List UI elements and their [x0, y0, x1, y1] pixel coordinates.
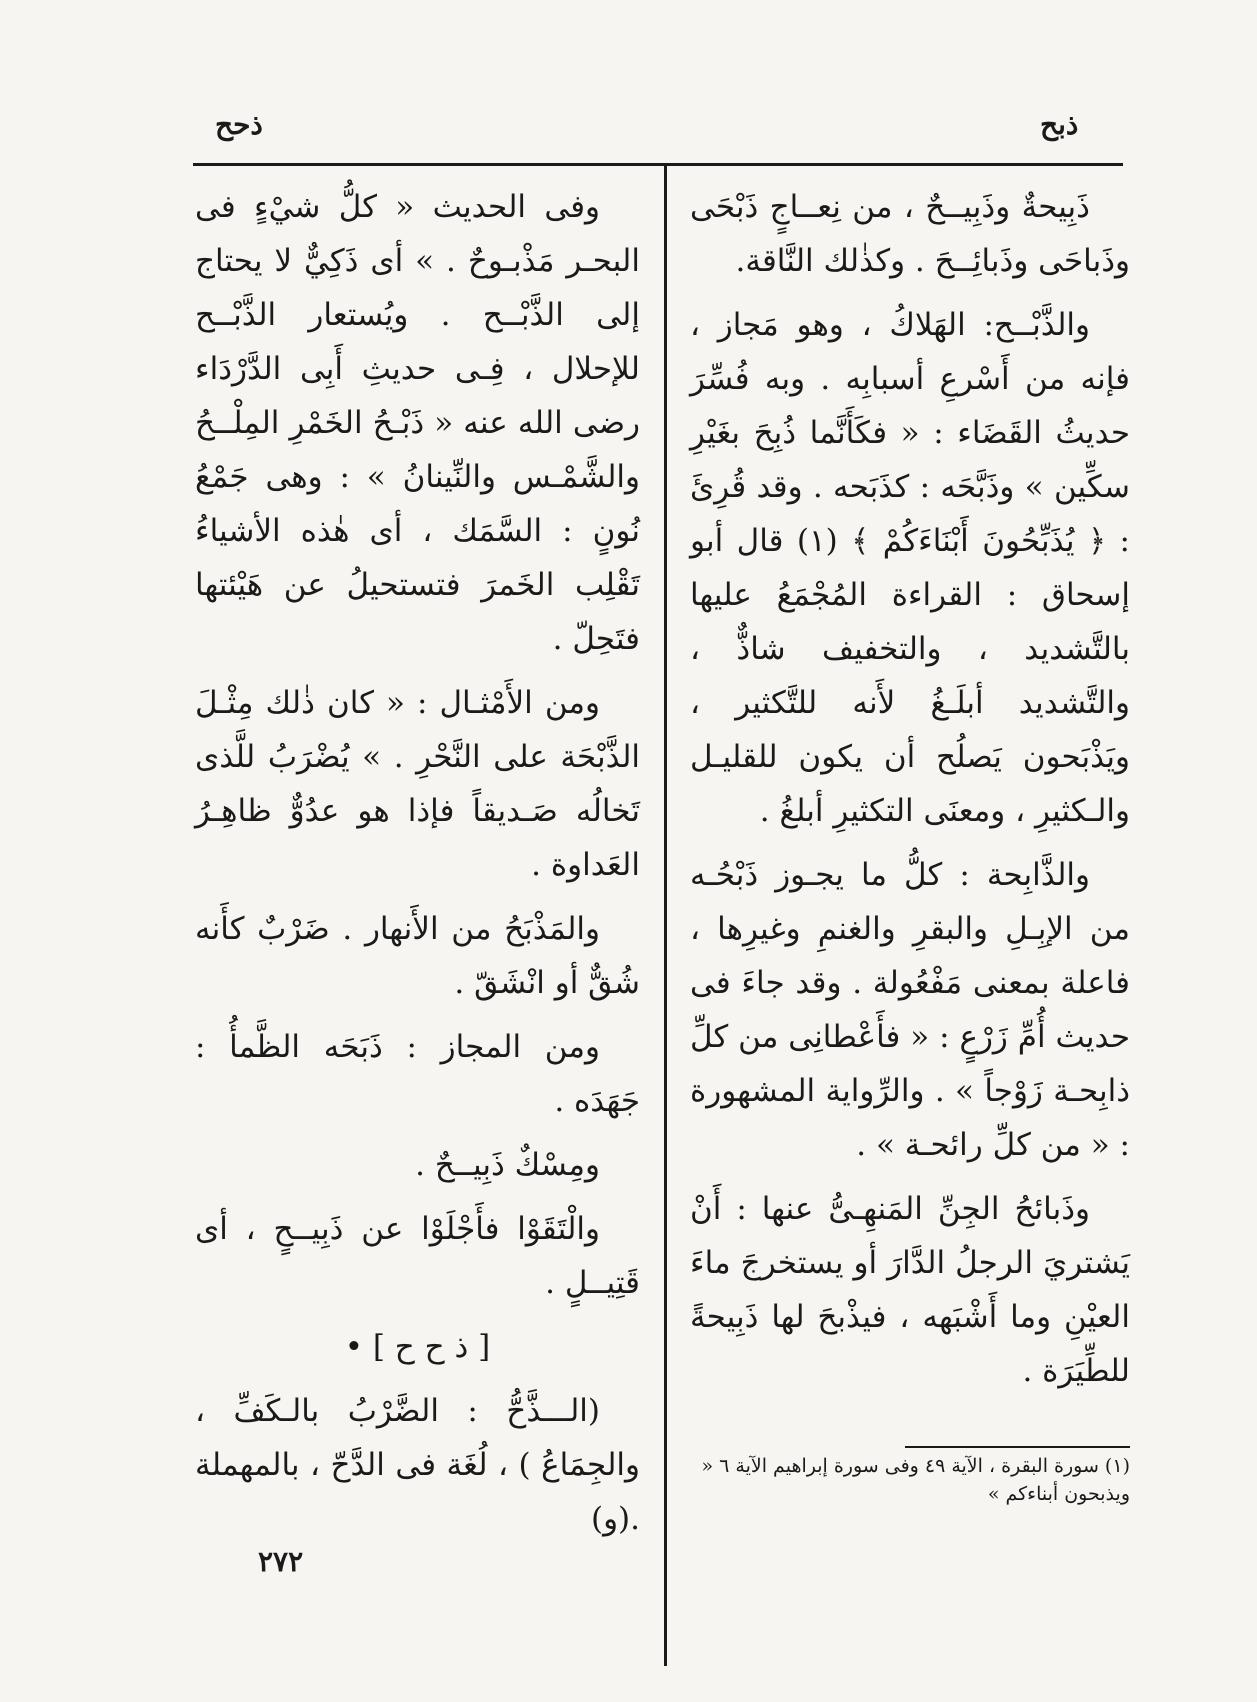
left-paragraph-2: ومن الأَمْثـال : « كان ذٰلك مِثْـلَ الذَّبْحَة على النَّحْرِ . » يُضْرَبُ للَّذى تَخالُه صَـديقاً فإذا هو عدُوٌّ ظاهِـرُ العَداوة .: [195, 685, 640, 883]
footnote: (١) سورة البقرة ، الآية ٤٩ وفى سورة إبراهيم الآية ٦ « ويذبحون أبناءكم »: [701, 1455, 1130, 1505]
top-rule: [193, 163, 1123, 166]
page-number: ٢٧٢: [258, 1545, 304, 1578]
column-divider: [664, 166, 667, 1666]
left-paragraph-6: والْتَقَوْا فأَجْلَوْا عن ذَبِيــحٍ ، أى قَتِيــلٍ .: [195, 1211, 640, 1301]
entry-text: (الـــذَّحُّ : الضَّرْبُ بالـكَفِّ ، والجِمَاعُ ) ، لُغَة فى الدَّحّ ، بالمهملة .(و): [195, 1393, 640, 1537]
left-paragraph-1: وفى الحديث « كلُّ شيْءٍ فى البحـر مَذْبـوحٌ . » أى ذَكِيٌّ لا يحتاج إلى الذَّبْــح . ويُستعار الذَّبْــح للإحلال ، فِـى حديثِ أَبِى الدَّرْدَاء رضى الله عنه « ذَبْـحُ الخَمْرِ المِلْــحُ والشَّمْـس والنِّينانُ » : وهى جَمْعُ نُونٍ : السَّمَك ، أى هٰذه الأشياءُ تَقْلِب الخَمرَ فتستحيلُ عن هَيْئتها فتَحِلّ .: [195, 189, 640, 657]
footnote-rule: [905, 1446, 1130, 1448]
left-column: [195, 180, 640, 1556]
right-paragraph-1: ذَبِيحةٌ وذَبِيــحٌ ، من نِعــاجٍ ذَبْحَى وذَباحَى وذَبائِــحَ . وكذٰلك النَّاقة.: [690, 189, 1130, 279]
right-column: [690, 180, 1130, 1408]
left-paragraph-5: ومِسْكٌ ذَبِيــحٌ .: [415, 1147, 600, 1183]
right-paragraph-4: وذَبائحُ الجِنِّ المَنهِـىُّ عنها : أَنْ يَشتريَ الرجلُ الدَّارَ أو يستخرجَ ماءَ العيْنِ وما أَشْبَهه ، فيذْبحَ لها ذَبِيحةً للطِّيَرَة .: [690, 1191, 1130, 1389]
header-word-left: ذحح: [215, 108, 263, 141]
left-paragraph-3: والمَذْبَحُ من الأَنهار . ضَرْبٌ كأَنه شُقٌّ أو انْشَقّ .: [195, 911, 640, 1001]
right-paragraph-2: والذَّبْــح: الهَلاكُ ، وهو مَجاز ، فإنه من أَسْرعِ أسبابِه . وبه فُسِّرَ حديثُ القَضَاء : « فكَأَنَّما ذُبِحَ بغَيْرِ سكِّين » وذَبَّحَه : كذَبَحه . وقد قُرِئَ : ﴿ يُذَبِّحُونَ أَبْنَاءَكُمْ ﴾ (١) قال أبو إسحاق : القراءة المُجْمَعُ عليها بالتَّشديد ، والتخفيف شاذٌّ ، والتَّشديد أبلَـغُ لأَنه للتَّكثير ، ويَذْبَحون يَصلُح أن يكون للقليـل والـكثيرِ ، ومعنَى التكثيرِ أبلغُ .: [690, 307, 1130, 829]
header-word-right: ذبح: [1040, 108, 1079, 141]
left-paragraph-4: ومن المجاز : ذَبَحَه الظَّمأُ : جَهَدَه .: [195, 1029, 640, 1119]
entry-heading: [ ذ ح ح ] •: [344, 1329, 491, 1365]
right-paragraph-3: والذَّابِحة : كلُّ ما يجـوز ذَبْحُـه من الإبِـلِ والبقرِ والغنمِ وغيرِها ، فاعلة بمعنى مَفْعُولة . وقد جاءَ فى حديث أُمِّ زَرْعٍ : « فأَعْطانِى من كلِّ ذابِحـة زَوْجاً » . والرِّواية المشهورة : « من كلِّ رائحـة » .: [690, 857, 1130, 1163]
